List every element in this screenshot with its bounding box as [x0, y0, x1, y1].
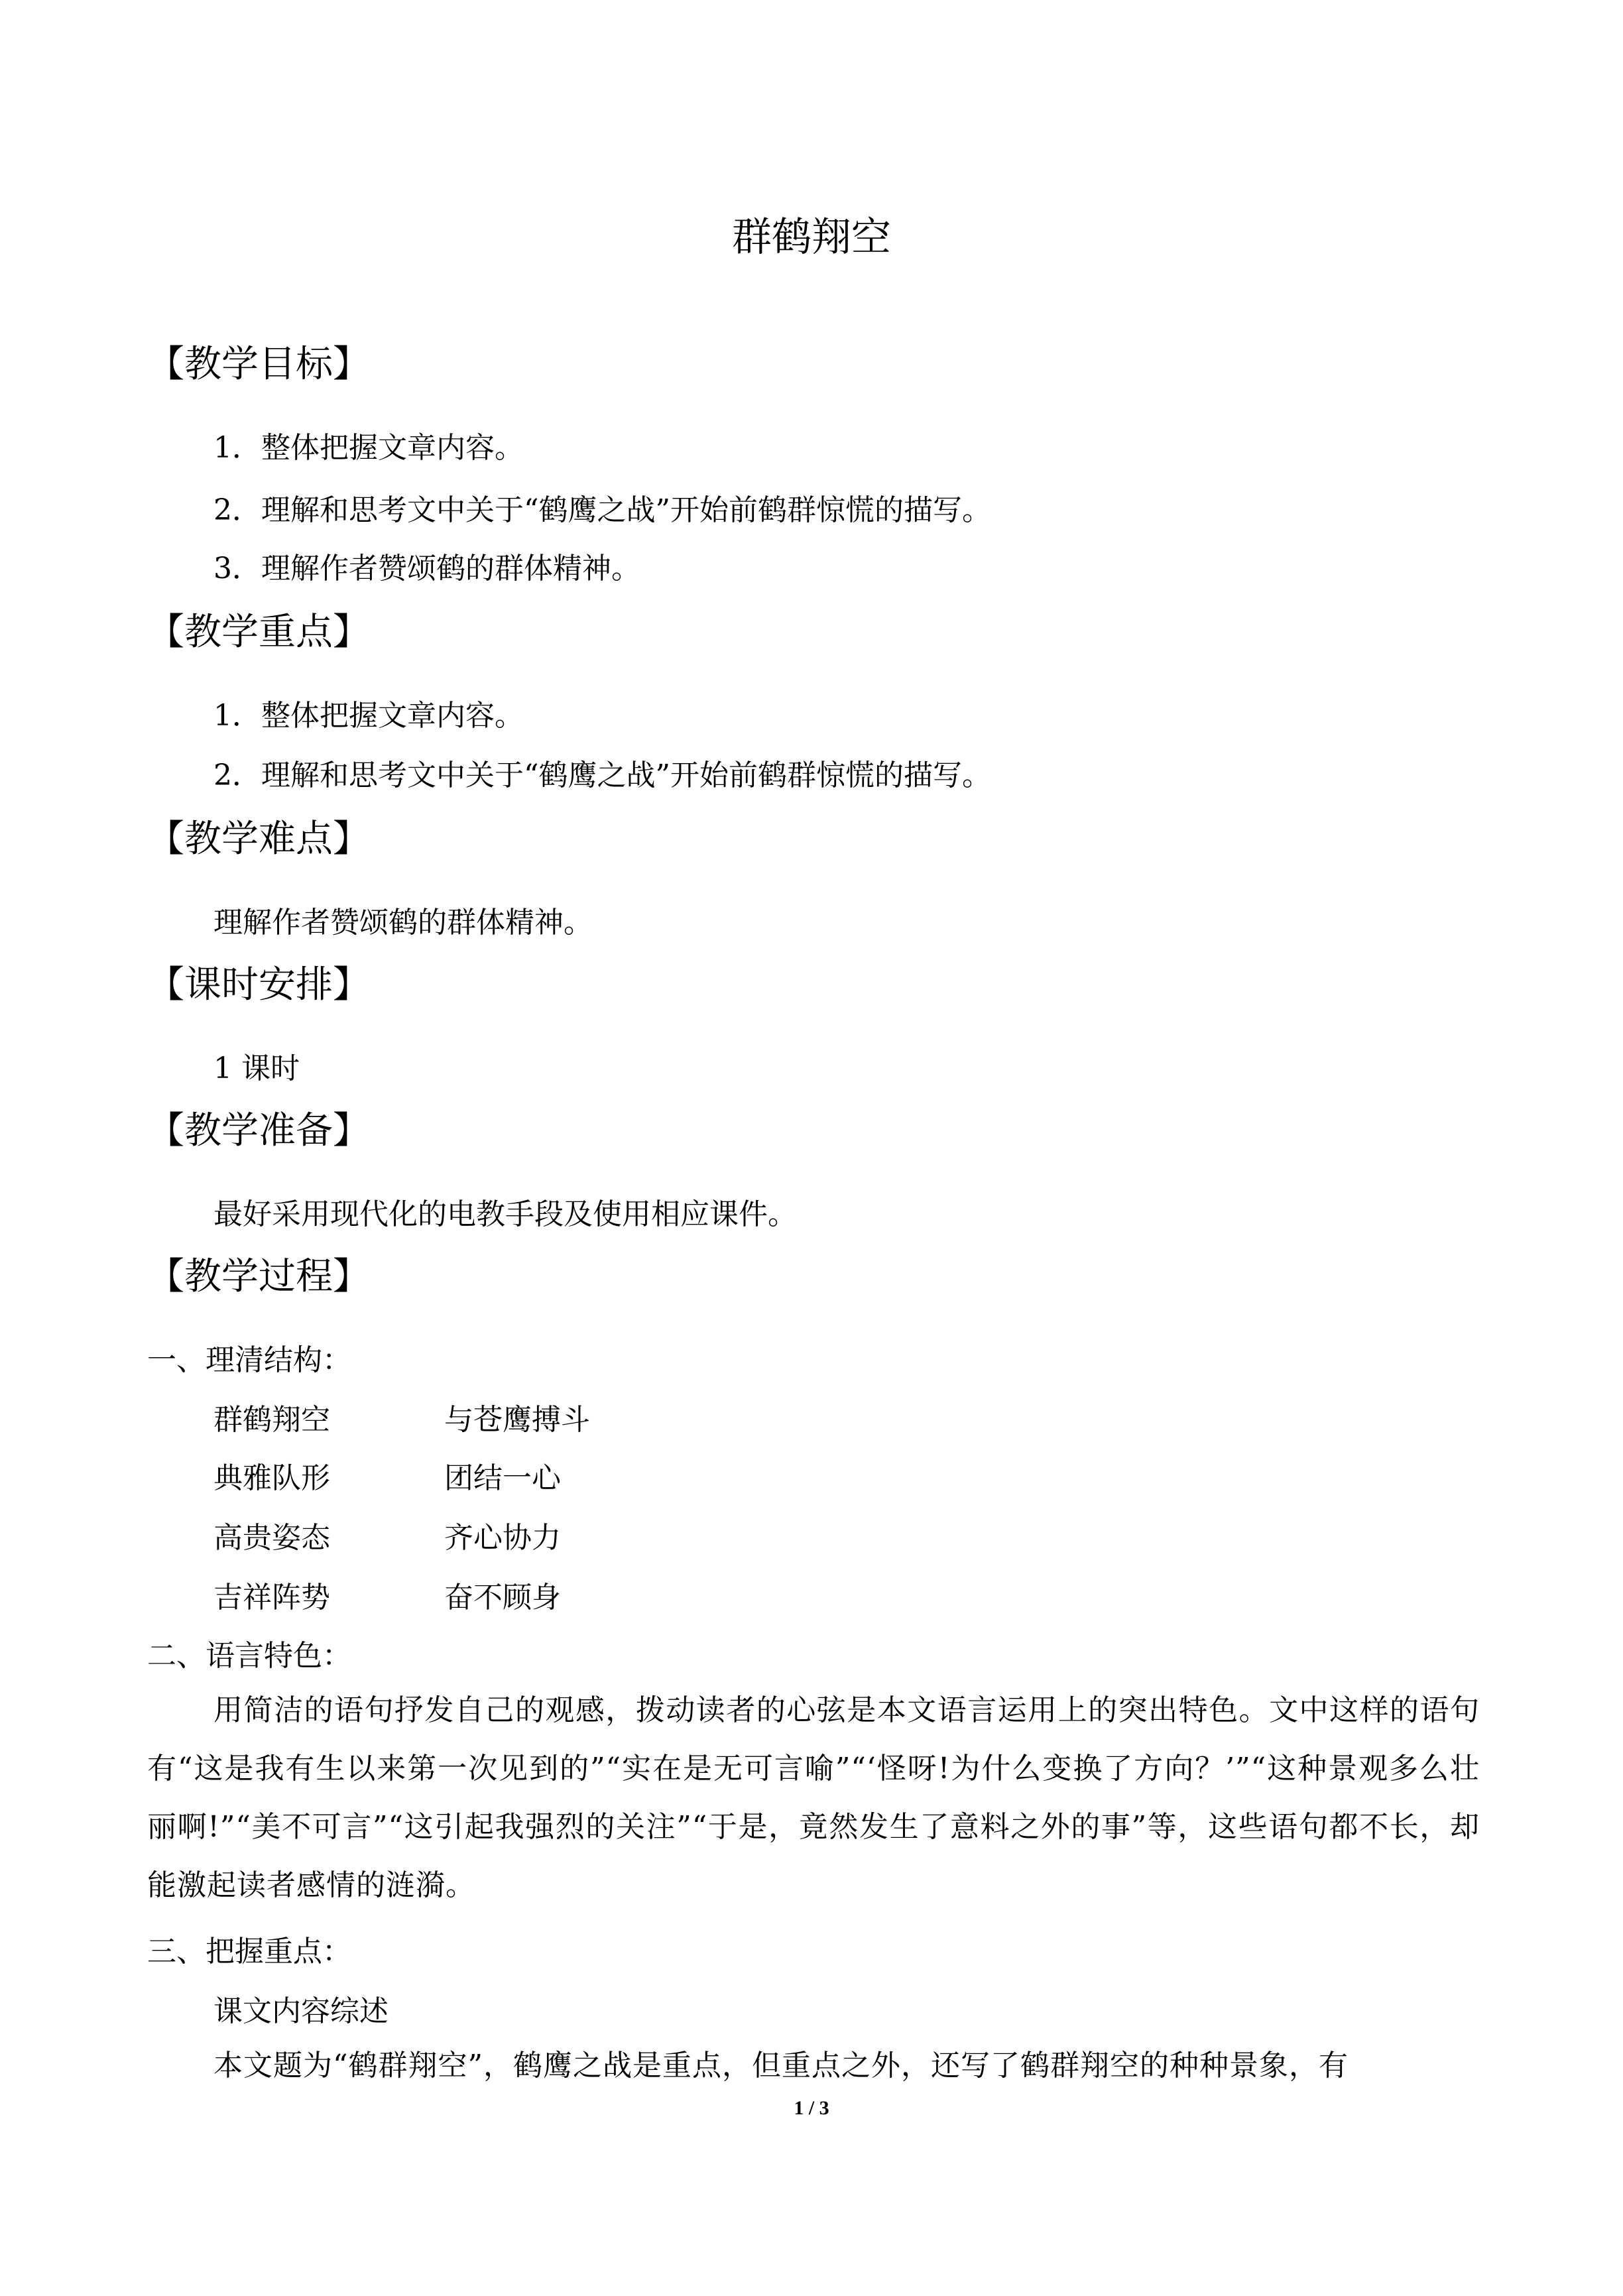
key-points-item: 1．整体把握文章内容。	[213, 699, 524, 733]
key-points-heading: 【教学重点】	[147, 611, 370, 654]
difficulties-text: 理解作者赞颂鹤的群体精神。	[213, 906, 593, 939]
structure-right: 团结一心	[444, 1461, 561, 1495]
structure-left: 典雅队形	[213, 1461, 330, 1495]
preparation-heading: 【教学准备】	[147, 1109, 370, 1152]
structure-left: 高贵姿态	[213, 1521, 330, 1555]
schedule-heading: 【课时安排】	[147, 963, 370, 1006]
content-summary-paragraph: 本文题为“鹤群翔空”，鹤鹰之战是重点，但重点之外，还写了鹤群翔空的种种景象，有	[213, 2049, 1349, 2083]
schedule-text: 1 课时	[213, 1052, 300, 1085]
process-part1-label: 一、理清结构：	[147, 1343, 351, 1377]
structure-right: 奋不顾身	[444, 1581, 561, 1614]
difficulties-heading: 【教学难点】	[147, 817, 370, 861]
language-feature-paragraph: 用简洁的语句抒发自己的观感，拨动读者的心弦是本文语言运用上的突出特色。文中这样的语句有“这是我有生以来第一次见到的”“实在是无可言喻”“‘怪呀!为什么变换了方向？’”“这种景观多么壮丽啊!”“美不可言”“这引起我强烈的关注”“于是，竟然发生了意料之外的事”等，这些语句都不长，却能激起读者感情的涟漪。	[147, 1693, 1480, 1902]
structure-left: 群鹤翔空	[213, 1403, 330, 1437]
process-part2-label: 二、语言特色：	[147, 1639, 351, 1673]
goals-item: 2．理解和思考文中关于“鹤鹰之战”开始前鹤群惊慌的描写。	[213, 493, 991, 527]
structure-right: 齐心协力	[444, 1521, 561, 1555]
goals-item: 1．整体把握文章内容。	[213, 431, 524, 465]
structure-right: 与苍鹰搏斗	[444, 1403, 590, 1437]
page-number: 1 / 3	[794, 2097, 829, 2119]
document-title: 群鹤翔空	[732, 214, 891, 261]
process-part3-subheading: 课文内容综述	[213, 1994, 389, 2028]
process-heading: 【教学过程】	[147, 1255, 370, 1298]
goals-item: 3．理解作者赞颂鹤的群体精神。	[213, 552, 640, 585]
preparation-text: 最好采用现代化的电教手段及使用相应课件。	[213, 1197, 797, 1231]
process-part3-label: 三、把握重点：	[147, 1935, 351, 1968]
key-points-item: 2．理解和思考文中关于“鹤鹰之战”开始前鹤群惊慌的描写。	[213, 758, 991, 792]
structure-left: 吉祥阵势	[213, 1581, 330, 1614]
goals-heading: 【教学目标】	[147, 343, 370, 386]
